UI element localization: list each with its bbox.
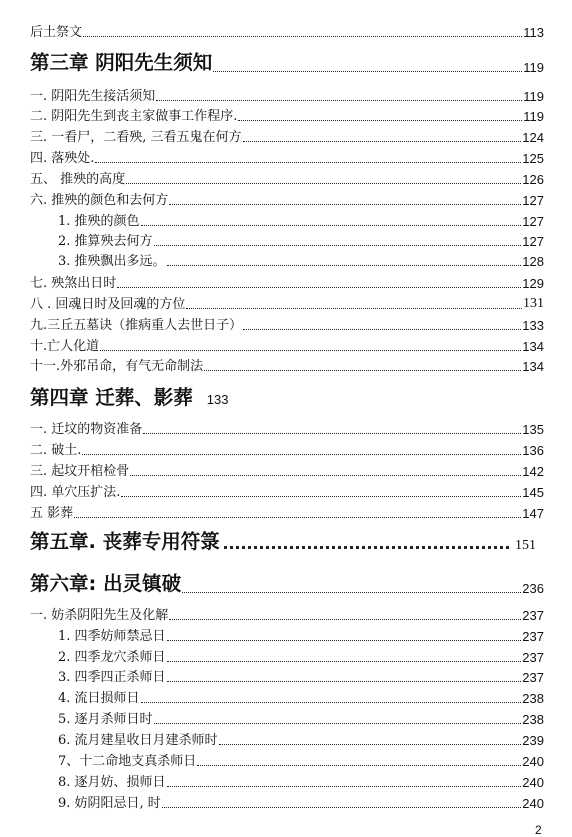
toc-entry: [30, 354, 544, 374]
toc-entry: [30, 271, 544, 291]
toc-subentry: [58, 249, 544, 269]
toc-entry-label: 4. 流日损师日: [58, 691, 140, 706]
toc-entry-page: 124: [522, 130, 544, 145]
toc-entry-page: 127: [522, 234, 544, 249]
toc-entry: [30, 501, 544, 521]
toc-entry-page: 240: [522, 754, 544, 769]
toc-entry-label: 三. 起坟开棺检骨: [30, 464, 130, 479]
toc-entry-label: 一. 妨杀阴阳先生及化解: [30, 608, 169, 623]
dot-leader: [213, 71, 522, 72]
toc-subentry: [58, 728, 544, 748]
toc-entry-label: 四. 单穴压扩法.: [30, 485, 121, 500]
toc-entry-label: 7、十二命地支真杀师日: [58, 754, 197, 769]
dot-leader: [182, 592, 521, 593]
toc-entry: [30, 292, 544, 312]
toc-entry: [30, 438, 544, 458]
toc-entry-page: 134: [522, 339, 544, 354]
toc-entry-page: 119: [523, 89, 544, 104]
dot-leader: [143, 433, 521, 434]
toc-entry: [30, 459, 544, 479]
toc-entry-page: 237: [522, 608, 544, 623]
toc-entry: [30, 104, 544, 124]
toc-entry-label: 1. 推殃的颜色: [58, 214, 140, 229]
dot-leader: [156, 100, 522, 101]
toc-entry-page: 119: [523, 109, 544, 124]
dot-leader: [100, 350, 521, 351]
toc-entry-page: 237: [522, 650, 544, 665]
dot-leader: [154, 723, 522, 724]
toc-subentry: [58, 686, 544, 706]
dot-leader: [74, 517, 521, 518]
toc-entry-label: 8. 逐月妨、损师日: [58, 775, 166, 790]
toc-entry-label: 5. 逐月杀师日时: [58, 712, 153, 727]
toc-entry-label: 2. 四季龙穴杀师日: [58, 650, 166, 665]
toc-entry-label: 3. 推殃飘出多远。: [58, 254, 166, 269]
toc-entry-label: 后土祭文: [30, 25, 83, 40]
toc-subentry: [58, 707, 544, 727]
dot-leader: [167, 265, 522, 266]
chapter-title: 第五章. 丧葬专用符箓: [30, 530, 220, 553]
toc-subentry: [58, 791, 544, 811]
toc-entry-page: 239: [522, 733, 544, 748]
toc-entry-page: 136: [522, 443, 544, 458]
toc-entry: [30, 84, 544, 104]
dot-leader: [162, 807, 521, 808]
chapter-page: 119: [523, 60, 544, 75]
toc-entry-label: 2. 推算殃去何方: [58, 234, 153, 249]
toc-subentry: [58, 770, 544, 790]
toc-entry-label: 9. 妨阴阳忌日, 时: [58, 796, 161, 811]
chapter-title: 第三章 阴阳先生须知: [30, 51, 213, 74]
toc-entry: [30, 125, 544, 145]
toc-entry-label: 五 影葬: [30, 506, 74, 521]
toc-entry-label: 三. 一看尸，二看殃, 三看五鬼在何方: [30, 130, 242, 145]
dot-leader: [121, 496, 521, 497]
toc-subentry: [58, 229, 544, 249]
toc-entry-label: 二. 破土.: [30, 443, 82, 458]
chapter-title: 第六章: 出灵镇破: [30, 572, 182, 595]
toc-entry-label: 1. 四季妨师禁忌日: [58, 629, 166, 644]
toc-entry-page: 134: [522, 359, 544, 374]
dot-leader: [167, 786, 522, 787]
dot-leader: [186, 308, 522, 309]
toc-entry-label: 七. 殃煞出日时: [30, 276, 117, 291]
toc-entry: [30, 167, 544, 187]
toc-entry: [30, 480, 544, 500]
dot-leader: [167, 681, 522, 682]
toc-entry-page: 238: [522, 712, 544, 727]
toc-subentry: [58, 665, 544, 685]
chapter-page: 133: [206, 392, 229, 407]
toc-entry-page: 127: [522, 193, 544, 208]
toc-entry: [30, 334, 544, 354]
dot-leader: [224, 546, 509, 549]
toc-entry-label: 十一.外邪吊命，有气无命制法: [30, 359, 204, 374]
dot-leader: [204, 370, 521, 371]
toc-entry-page: 147: [522, 506, 544, 521]
chapter-page: 151: [515, 538, 536, 553]
toc-entry: [30, 603, 544, 623]
toc-entry-label: 一. 阴阳先生接活须知: [30, 89, 156, 104]
dot-leader: [169, 204, 521, 205]
toc-entry-label: 九.三丘五墓诀（推病重人去世日子）: [30, 318, 243, 333]
toc-entry-page: 240: [522, 775, 544, 790]
toc-entry-label: 十.亡人化道: [30, 339, 100, 354]
chapter-page: 236: [522, 581, 544, 596]
dot-leader: [83, 36, 522, 37]
toc-entry: [30, 417, 544, 437]
toc-entry-page: 125: [522, 151, 544, 166]
toc-subentry: [58, 749, 544, 769]
dot-leader: [167, 661, 522, 662]
toc-entry-page: 129: [522, 276, 544, 291]
toc-chapter: [30, 570, 544, 596]
toc-entry-page: 113: [523, 25, 544, 40]
page-number: 2: [535, 823, 542, 837]
dot-leader: [95, 162, 521, 163]
dot-leader: [82, 454, 521, 455]
dot-leader: [219, 744, 522, 745]
toc-entry-label: 八 . 回魂日时及回魂的方位: [30, 297, 186, 312]
toc-subentry: [58, 624, 544, 644]
toc-entry-label: 五、 推殃的高度: [30, 172, 126, 187]
dot-leader: [243, 141, 522, 142]
dot-leader: [169, 619, 521, 620]
toc-entry-page: 237: [522, 670, 544, 685]
toc-entry-page: 240: [522, 796, 544, 811]
toc-entry: [30, 188, 544, 208]
toc-entry-page: 127: [522, 214, 544, 229]
dot-leader: [243, 329, 521, 330]
toc-entry-page: 238: [522, 691, 544, 706]
toc-entry-page: 133: [522, 318, 544, 333]
dot-leader: [141, 225, 522, 226]
toc-chapter: [30, 49, 544, 75]
dot-leader: [167, 640, 522, 641]
dot-leader: [117, 287, 521, 288]
toc-entry-page: 126: [522, 172, 544, 187]
toc-entry-label: 6. 流月建星收日月建杀师时: [58, 733, 218, 748]
toc-chapter: [30, 384, 330, 410]
toc-entry: [30, 20, 544, 40]
chapter-title: 第四章 迁葬、影葬: [30, 386, 193, 409]
toc-chapter: [30, 528, 536, 554]
toc-entry-label: 四. 落殃处.: [30, 151, 95, 166]
dot-leader: [126, 183, 521, 184]
toc-entry-page: 145: [522, 485, 544, 500]
toc-entry-label: 二. 阴阳先生到丧主家做事工作程序.: [30, 109, 238, 124]
toc-entry-page: 237: [522, 629, 544, 644]
toc-subentry: [58, 209, 544, 229]
dot-leader: [238, 120, 522, 121]
toc-entry-label: 一. 迁坟的物资准备: [30, 422, 143, 437]
toc-entry-label: 3. 四季四正杀师日: [58, 670, 166, 685]
dot-leader: [130, 475, 521, 476]
toc-entry-label: 六. 推殃的颜色和去何方: [30, 193, 169, 208]
toc-entry-page: 135: [522, 422, 544, 437]
dot-leader: [141, 702, 522, 703]
toc-entry-page: 131: [523, 296, 544, 311]
toc-subentry: [58, 645, 544, 665]
toc-entry: [30, 146, 544, 166]
toc-entry-page: 142: [522, 464, 544, 479]
toc-entry: [30, 313, 544, 333]
dot-leader: [154, 245, 522, 246]
toc-entry-page: 128: [522, 254, 544, 269]
dot-leader: [197, 765, 521, 766]
